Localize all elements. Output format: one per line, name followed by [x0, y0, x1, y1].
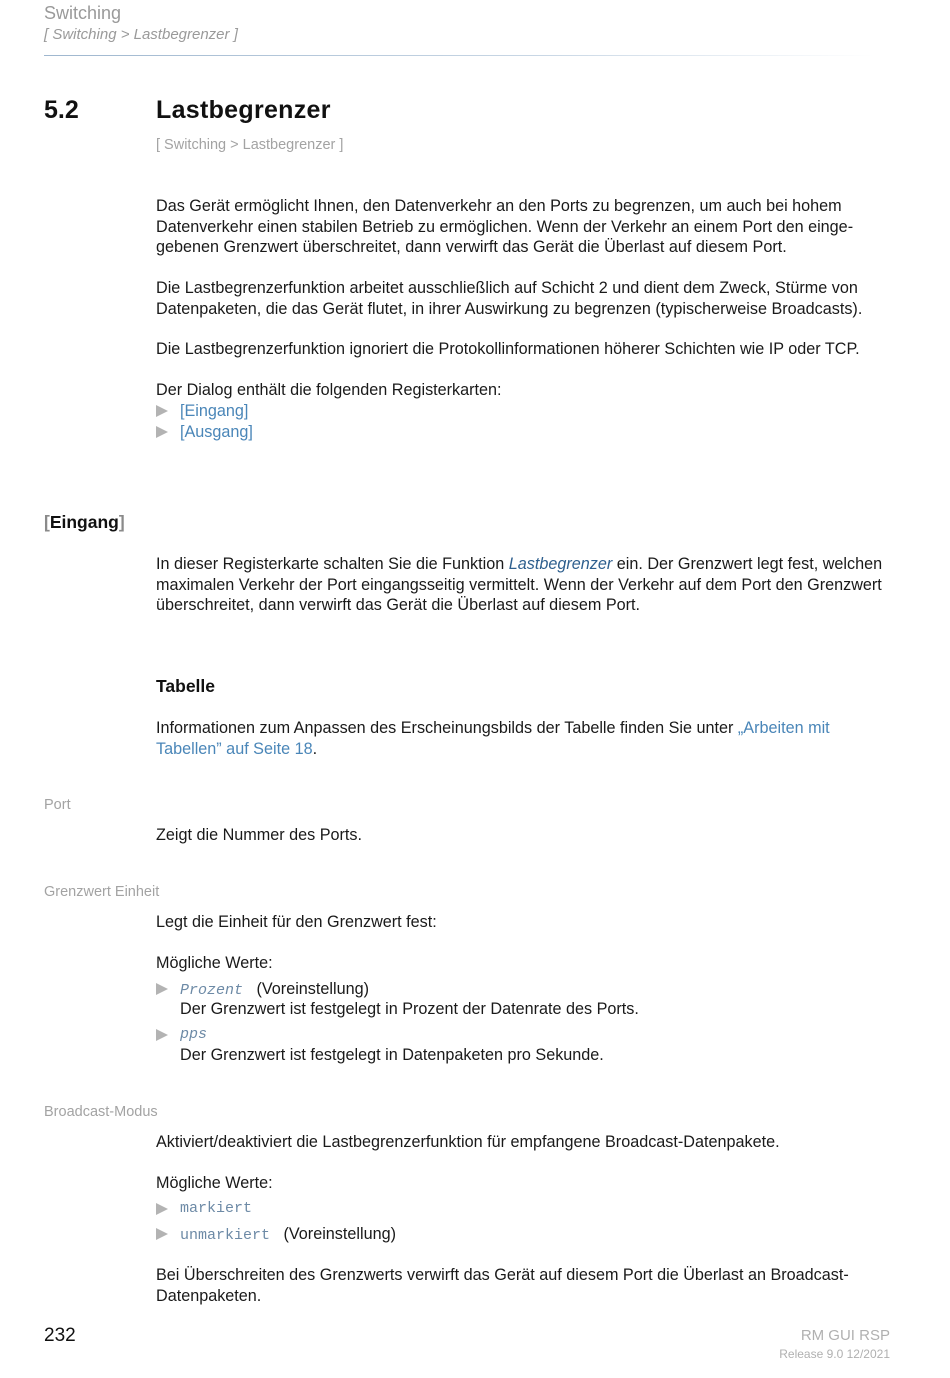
broadcast-note: Bei Überschreiten des Grenzwerts verwirft das Gerät auf diesem Port die Überlast an Broadcast-Datenpaketen. — [156, 1266, 849, 1305]
value-prozent: Prozent — [180, 982, 244, 999]
intro-paragraph-4: Der Dialog enthält die folgenden Registerkarten: — [156, 381, 502, 399]
page-number: 232 — [44, 1325, 76, 1346]
value-unmarkiert: unmarkiert — [180, 1227, 271, 1244]
field-desc-broadcast: Aktiviert/deaktiviert die Lastbegrenzerfunktion für empfangene Broadcast-Datenpakete. — [156, 1133, 780, 1151]
field-label-port: Port — [44, 797, 71, 813]
cross-reference-link[interactable]: „Arbeiten mit Tabellen” auf Seite 18 — [156, 719, 830, 758]
bullet-triangle-icon — [156, 983, 168, 995]
tabelle-heading: Tabelle — [156, 676, 216, 696]
bullet-triangle-icon — [156, 405, 168, 417]
section-menu-path: [ Switching > Lastbegrenzer ] — [156, 137, 344, 153]
running-header-breadcrumb: [ Switching > Lastbegrenzer ] — [44, 26, 238, 43]
section-number: 5.2 — [44, 96, 79, 124]
field-label-broadcast: Broadcast-Modus — [44, 1104, 158, 1120]
eingang-paragraph: In dieser Registerkarte schalten Sie die Funktion Lastbegrenzer ein. Der Grenzwert legt fest, welchen maximalen Verkehr der Port eingangsseitig vermittelt. Wenn der Verkehr auf dem Port den Grenzwert überschreitet, dann verwirft das Gerät die Überlast auf diesem Port. — [156, 555, 883, 615]
value-desc-pps: Der Grenzwert ist festgelegt in Datenpaketen pro Sekunde. — [180, 1046, 604, 1064]
tab-link-ausgang[interactable]: [Ausgang] — [180, 423, 253, 441]
value-pps: pps — [180, 1026, 208, 1043]
default-note: (Voreinstellung) — [256, 980, 369, 998]
bullet-triangle-icon — [156, 1029, 168, 1041]
value-markiert: markiert — [180, 1200, 253, 1217]
bullet-triangle-icon — [156, 426, 168, 438]
values-label-broadcast: Mögliche Werte: — [156, 1174, 273, 1192]
header-divider — [44, 55, 874, 56]
function-link-lastbegrenzer[interactable]: Lastbegrenzer — [508, 555, 613, 573]
tab-link-eingang[interactable]: [Eingang] — [180, 402, 249, 420]
document-id: RM GUI RSP — [800, 1327, 890, 1344]
bullet-triangle-icon — [156, 1228, 168, 1240]
release-info: Release 9.0 12/2021 — [779, 1347, 890, 1361]
section-title: Lastbegrenzer — [156, 96, 331, 124]
intro-paragraph-1: Das Gerät ermöglicht Ihnen, den Datenverkehr an den Ports zu begrenzen, um auch bei hohem Datenverkehr einen stabilen Betrieb zu ermöglichen. Wenn der Verkehr an einem Port den eingegebenen Grenzwert überschreitet, dann verwirft das Gerät die Überlast auf diesem Port. — [156, 197, 854, 257]
field-desc-unit: Legt die Einheit für den Grenzwert fest: — [156, 913, 437, 931]
field-label-unit: Grenzwert Einheit — [44, 884, 160, 900]
field-desc-port: Zeigt die Nummer des Ports. — [156, 826, 363, 844]
running-header-chapter: Switching — [44, 3, 122, 23]
value-desc-prozent: Der Grenzwert ist festgelegt in Prozent der Datenrate des Ports. — [180, 1000, 639, 1018]
eingang-heading: [Eingang] — [44, 512, 125, 532]
bullet-triangle-icon — [156, 1203, 168, 1215]
tabelle-paragraph: Informationen zum Anpassen des Erscheinungsbilds der Tabelle finden Sie unter „Arbeiten mit Tabellen” auf Seite 18. — [156, 719, 830, 758]
values-label-unit: Mögliche Werte: — [156, 954, 273, 972]
default-note: (Voreinstellung) — [283, 1225, 396, 1243]
intro-paragraph-2: Die Lastbegrenzerfunktion arbeitet ausschließlich auf Schicht 2 und dient dem Zweck, Stürme von Datenpaketen, die das Gerät flutet, in ihrer Auswirkung zu begrenzen (typischerweise Broadcasts). — [156, 279, 863, 318]
intro-paragraph-3: Die Lastbegrenzerfunktion ignoriert die Protokollinformationen höherer Schichten wie IP oder TCP. — [156, 340, 860, 358]
